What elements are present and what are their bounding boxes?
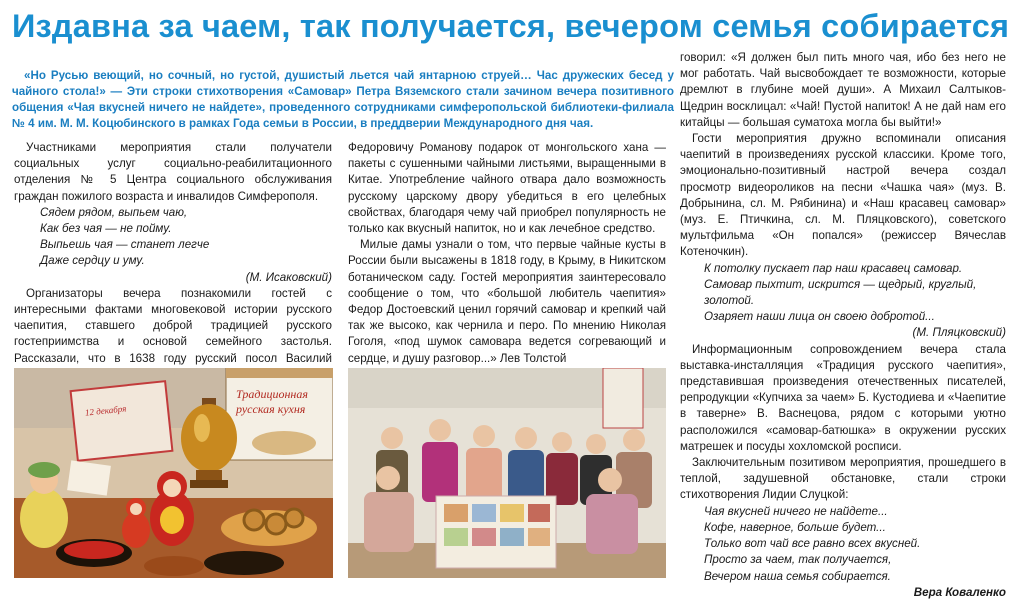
poem-line: Вечером наша семья собирается. — [704, 569, 891, 583]
article-author: Вера Коваленко — [913, 585, 1006, 599]
poem-line: Чая вкусней ничего не найдете... — [704, 504, 888, 518]
poem-line: Просто за чаем, так получается, — [704, 553, 892, 567]
poem-excerpt — [14, 205, 332, 270]
paragraph: Гости мероприятия дружно вспоминали описания чаепитий в произведениях русской классики. Кроме того, эмоционально-позитивный настрой вечера создал просмотр видеороликов на песни «Чашка чая» (муз. В. Добрынина, сл. М. Рябинина) и «Наш красавец самовар» (муз. Е. Птичкина, сл. М. Пляцковского), советского мультфильма «Он попался» (режиссер Вячеслав Котеночкин). — [680, 132, 1006, 259]
group-photo-illustration — [348, 368, 666, 578]
poem-author: (М. Пляцковский) — [912, 326, 1006, 340]
poem-line: Сядем рядом, выпьем чаю, — [40, 205, 188, 219]
poem-excerpt — [680, 504, 1006, 585]
photo-group-participants — [348, 368, 666, 578]
poem-line: К потолку пускает пар наш красавец самовар. — [704, 261, 963, 275]
tea-exhibition-illustration — [14, 368, 333, 578]
poem-line: Самовар пыхтит, искрится — щедрый, круглый, золотой. — [704, 277, 977, 308]
poem-line: Кофе, наверное, больше будет... — [704, 520, 886, 534]
poem-line: Даже сердцу и уму. — [40, 254, 145, 268]
article-lead: «Но Русью веющий, но сочный, но густой, душистый льется чай янтарною струей… Час дружеских бесед у чайного стола!» — Эти строки стихотворения «Самовар» Петра Вяземского стали зачином вечера позитивного общения «Чая вкусней ничего не найдете», проведенного сотрудниками симферопольской библиотеки-филиала № 4 им. М. М. Коцюбинского в рамках Года семьи в России, в преддверии Международного дня чая. — [12, 68, 674, 131]
book-title-2: русская кухня — [236, 402, 306, 416]
paragraph: Организаторы вечера познакомили гостей с интересными фактами многовековой истории русского чаепития, ставшего доброй традицией русского гостеприимства и основой семейного застолья. Рассказали, что в 1638 году русский посол Василий — [14, 286, 332, 365]
paragraph: Милые дамы узнали о том, что первые чайные кусты в России были высажены в 1818 году, в Крыму, в Никитском ботаническом саду. Гостей мероприятия заинтересовало сообщение о том, что «большой любитель чаепития» Федор Достоевский ценил горячий самовар и крепкий чай так же высоко, как чернила и перо. По мнению Николая Гоголя, «под шумок самовара ведется согревающий и сердце, и душу разговор...» Лев Толстой — [348, 238, 666, 365]
poem-line: Только вот чай все равно всех вкусней. — [704, 537, 921, 551]
article-column-3 — [680, 50, 1006, 601]
poem-excerpt — [680, 261, 1006, 326]
article-headline: Издавна за чаем, так получается, вечером семья собирается — [12, 8, 1010, 44]
paragraph: Заключительным позитивом мероприятия, прошедшего в теплой, задушевной обстановке, стали строки стихотворения Лидии Слуцкой: — [680, 456, 1006, 502]
photo-tea-exhibition — [14, 368, 333, 578]
article-column-2 — [348, 140, 666, 367]
paragraph: Участниками мероприятия стали получатели социальных услуг социально-реабилитационного отделения № 5 Центра социального обслуживания граждан пожилого возраста и инвалидов Симферополя. — [14, 141, 332, 203]
poem-line: Озаряет наши лица он своею добротой... — [704, 310, 935, 324]
article-column-1 — [14, 140, 332, 383]
paragraph: Информационным сопровождением вечера стала выставка-инсталляция «Традиция русского чаепития», представившая произведения отечественных писателей, репродукции «Купчиха за чаем» Б. Кустодиева и «Чаепитие в таверне» В. Васнецова, рядом с которыми уютно расположился «самовар-батюшка» в окружении русских матрешек и посуды хохломской росписи. — [680, 342, 1006, 453]
paragraph: Федоровичу Романову подарок от монгольского хана — пакеты с сушенными чайными листьями, выращенными в Китае. Употребление чайного отвара дало возможность русскому царскому двору убедиться в его целебных свойствах, благодаря чему чай приобрел популярность не только как вкусный напиток, но и как лечебное средство. — [348, 141, 666, 236]
poem-author: (М. Исаковский) — [245, 270, 332, 284]
poem-line: Как без чая — не пойму. — [40, 222, 172, 236]
poem-line: Выпьешь чая — станет легче — [40, 238, 210, 252]
card-text: 12 декабря — [84, 403, 127, 418]
paragraph: говорил: «Я должен был пить много чая, ибо без него не мог работать. Чай высвобождает те возможности, которые дремлют в глубине моей души». А Михаил Салтыков-Щедрин восклицал: «Чай! Пустой напиток! А не дай нам его китайцы — большая суматоха могла бы выйти!» — [680, 51, 1006, 129]
book-title-1: Традиционная — [236, 387, 308, 401]
